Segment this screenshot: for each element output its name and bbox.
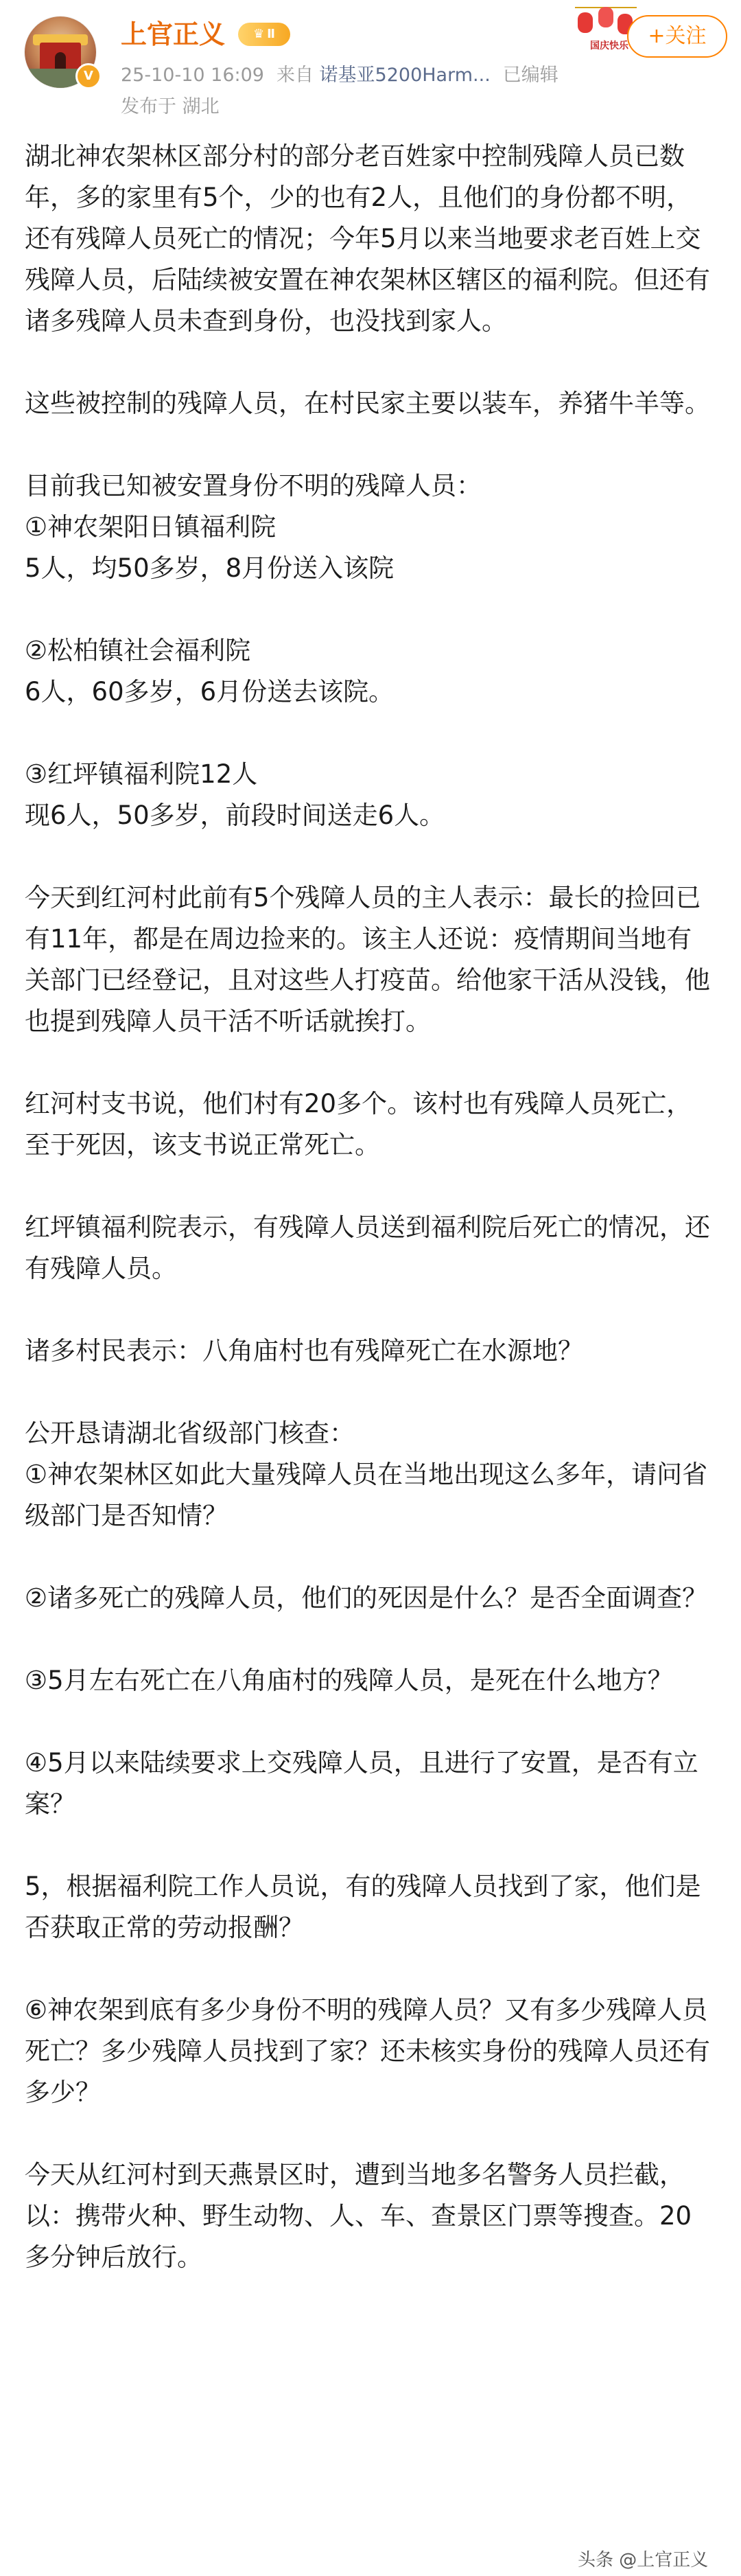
post-paragraph: ②松柏镇社会福利院 6人，60多岁，6月份送去该院。 — [25, 636, 395, 706]
post-paragraph: ③5月左右死亡在八角庙村的残障人员，是死在什么地方？ — [25, 1666, 673, 1695]
crown-icon: ♛ — [253, 27, 265, 41]
author-name[interactable]: 上官正义 — [121, 19, 226, 49]
post-paragraph: 诸多村民表示：八角庙村也有残障死亡在水源地？ — [25, 1336, 583, 1366]
follow-button[interactable]: +关注 — [627, 15, 727, 58]
post-paragraph: 湖北神农架林区部分村的部分老百姓家中控制残障人员已数年，多的家里有5个，少的也有2人，且他们的身份都不明，还有残障人员死亡的情况；今年5月以来当地要求老百姓上交残障人员，后陆续被安置在神农架林区辖区的福利院。但还有诸多残障人员未查到身份，也没找到家人。 — [25, 141, 710, 336]
post-time: 25-10-10 16:09 — [121, 65, 264, 86]
post-header — [0, 0, 741, 130]
vip-badge-icon[interactable] — [238, 23, 290, 46]
post-paragraph: 红坪镇福利院表示，有残障人员送到福利院后死亡的情况，还有残障人员。 — [25, 1212, 710, 1283]
post-paragraph: ⑥神农架到底有多少身份不明的残障人员？又有多少残障人员死亡？多少残障人员找到了家？还未核实身份的残障人员还有多少？ — [25, 1995, 710, 2107]
post-content — [25, 136, 716, 2278]
watermark: 头条 @上官正义 — [578, 2550, 709, 2571]
post-source[interactable]: 诺基亚5200Harm... — [319, 65, 491, 86]
decoration-tag: 国庆快乐 — [590, 41, 628, 51]
post-paragraph: 这些被控制的残障人员，在村民家主要以装车，养猪牛羊等。 — [25, 389, 710, 418]
post-paragraph: 今天到红河村此前有5个残障人员的主人表示：最长的捡回已有11年，都是在周边捡来的。该主人还说：疫情期间当地有关部门已经登记，且对这些人打疫苗。给他家干活从没钱，他也提到残障人员干活不听话就挨打。 — [25, 883, 710, 1036]
post-paragraph: 目前我已知被安置身份不明的残障人员： ①神农架阳日镇福利院 5人，均50多岁，8月份送入该院 — [25, 471, 482, 583]
source-prefix: 来自 — [276, 65, 314, 86]
post-paragraph: 5，根据福利院工作人员说，有的残障人员找到了家，他们是否获取正常的劳动报酬？ — [25, 1872, 701, 1942]
avatar-door — [55, 52, 66, 69]
post-paragraph: ③红坪镇福利院12人 现6人，50多岁，前段时间送走6人。 — [25, 759, 445, 830]
post-paragraph: 公开恳请湖北省级部门核查： ①神农架林区如此大量残障人员在当地出现这么多年，请问省级部门是否知情？ — [25, 1418, 708, 1530]
post-paragraph: 红河村支书说，他们村有20多个。该村也有残障人员死亡，至于死因，该支书说正常死亡。 — [25, 1089, 692, 1160]
post-location: 发布于 湖北 — [121, 96, 220, 117]
vip-level: Ⅱ — [267, 27, 275, 41]
verified-icon: V — [75, 63, 102, 89]
lantern-icon — [598, 7, 613, 27]
post-meta — [121, 62, 558, 89]
lantern-icon — [578, 12, 593, 33]
post-paragraph: 今天从红河村到天燕景区时，遭到当地多名警务人员拦截，以：携带火种、野生动物、人、车、查景区门票等搜查。20多分钟后放行。 — [25, 2160, 692, 2272]
post-paragraph: ②诸多死亡的残障人员，他们的死因是什么？是否全面调查？ — [25, 1583, 708, 1613]
post-paragraph: ④5月以来陆续要求上交残障人员，且进行了安置，是否有立案？ — [25, 1748, 698, 1819]
edited-label[interactable]: 已编辑 — [502, 65, 558, 86]
